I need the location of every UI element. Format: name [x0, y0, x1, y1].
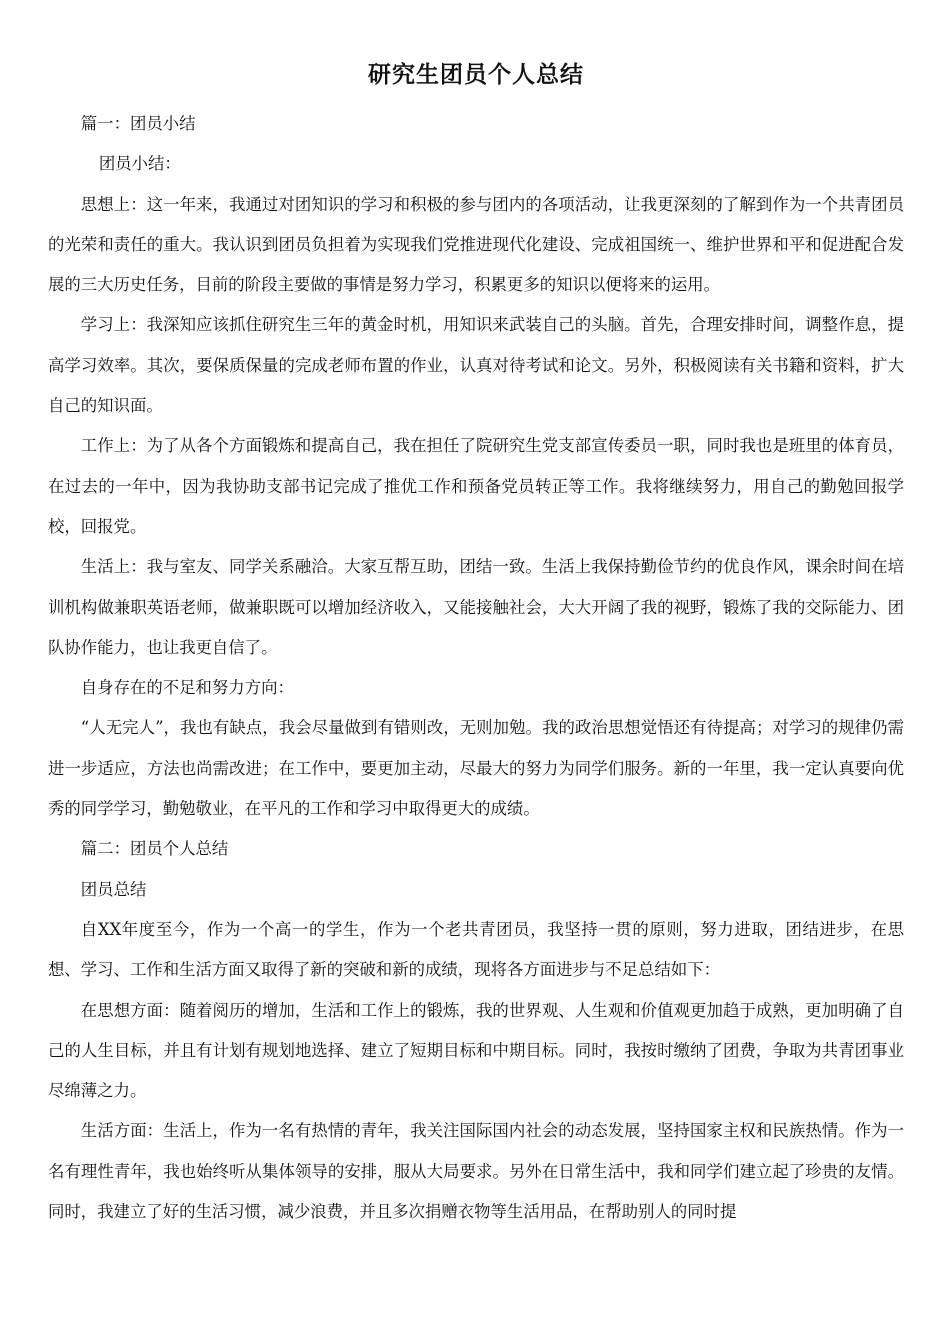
- paragraph-thought: 思想上：这一年来，我通过对团知识的学习和积极的参与团内的各项活动，让我更深刻的了解到作为一个共青团员的光荣和责任的重大。我认识到团员负担着为实现我们党推进现代化建设、完成祖国统一、维护世界和平和促进配合发展的三大历史任务，目前的阶段主要做的事情是努力学习，积累更多的知识以便将来的运用。: [48, 194, 904, 295]
- section-heading-part-one: 篇一：团员小结: [80, 114, 196, 133]
- paragraph-work: 工作上：为了从各个方面锻炼和提高自己，我在担任了院研究生党支部宣传委员一职，同时我也是班里的体育员，在过去的一年中，因为我协助支部书记完成了推优工作和预备党员转正等工作。我将继续努力，用自己的勤勉回报学校，回报党。: [48, 436, 904, 536]
- paragraph-study: 学习上：我深知应该抓住研究生三年的黄金时机，用知识来武装自己的头脑。首先，合理安排时间，调整作息，提高学习效率。其次，要保质保量的完成老师布置的作业，认真对待考试和论文。另外，积极阅读有关书籍和资料，扩大自己的知识面。: [48, 315, 904, 416]
- paragraph-daily-life: 生活方面：生活上，作为一名有热情的青年，我关注国际国内社会的动态发展，坚持国家主权和民族热情。作为一名有理性青年，我也始终听从集体领导的安排，服从大局要求。另外在日常生活中，我和同学们建立起了珍贵的友情。同时，我建立了好的生活习惯，减少浪费，并且多次捐赠衣物等生活用品，在帮助别人的同时提: [48, 1121, 904, 1222]
- subheading-member-report: 团员总结: [80, 879, 147, 899]
- paragraph-life: 生活上：我与室友、同学关系融洽。大家互帮互助，团结一致。生活上我保持勤俭节约的优良作风，课余时间在培训机构做兼职英语老师，做兼职既可以增加经济收入，又能接触社会，大大开阔了我的视野，锻炼了我的交际能力、团队协作能力，也让我更自信了。: [48, 557, 904, 657]
- section-heading-part-two: 篇二：团员个人总结: [80, 839, 229, 859]
- subheading-shortcomings: 自身存在的不足和努力方向：: [80, 678, 294, 698]
- paragraph-shortcomings: “人无完人”，我也有缺点，我会尽量做到有错则改，无则加勉。我的政治思想觉悟还有待提高；对学习的规律仍需进一步适应，方法也尚需改进；在工作中，要更加主动，尽最大的努力为同学们服务。新的一年里，我一定认真要向优秀的同学学习，勤勉敬业，在平凡的工作和学习中取得更大的成绩。: [48, 718, 904, 819]
- subheading-member-summary: 团员小结：: [98, 154, 181, 174]
- paragraph-ideology: 在思想方面：随着阅历的增加，生活和工作上的锻炼，我的世界观、人生观和价值观更加趋于成熟，更加明确了自己的人生目标，并且有计划有规划地选择、建立了短期目标和中期目标。同时，我按时缴纳了团费，争取为共青团事业尽绵薄之力。: [48, 1000, 904, 1101]
- paragraph-intro: 自XX年度至今，作为一个高一的学生，作为一个老共青团员，我坚持一贯的原则，努力进取，团结进步，在思想、学习、工作和生活方面又取得了新的突破和新的成绩，现将各方面进步与不足总结如下：: [48, 919, 904, 980]
- document-title: 研究生团员个人总结: [368, 62, 584, 88]
